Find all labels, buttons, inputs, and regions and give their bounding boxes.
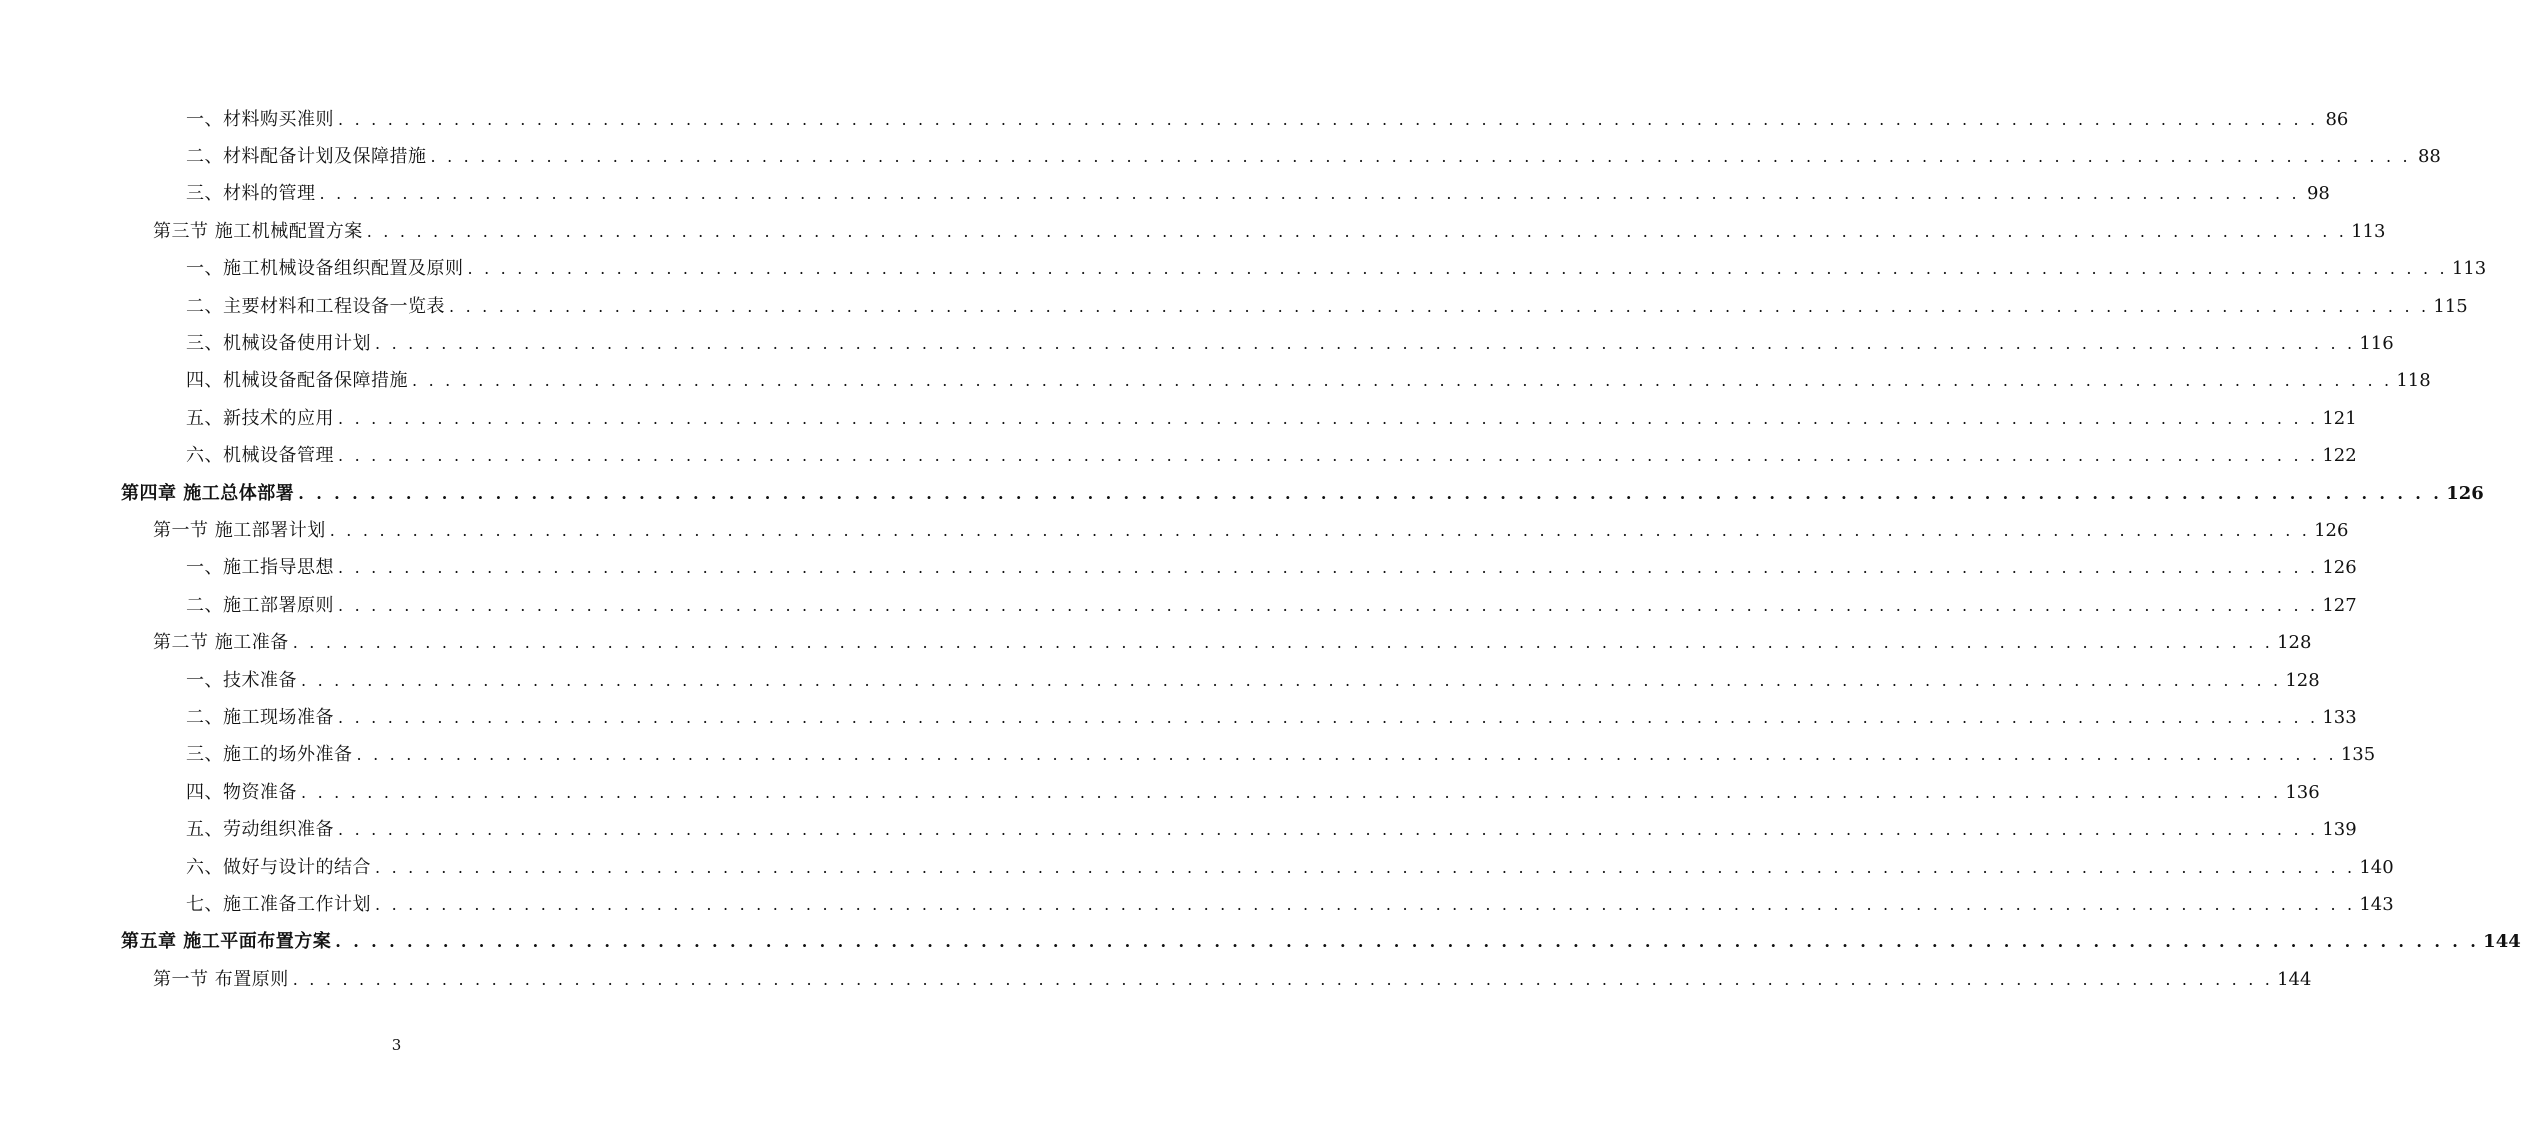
toc-entry-title: 六、做好与设计的结合 <box>186 856 371 878</box>
toc-subsection-entry[interactable] <box>0 363 2431 400</box>
toc-subsection-entry[interactable] <box>0 774 2320 811</box>
toc-entry-title: 二、材料配备计划及保障措施 <box>186 146 427 168</box>
table-of-contents <box>0 101 2521 998</box>
toc-dot-leader: . . . . . . . . . . . . . . . . . . . . . . . . . . . . . . . . . . . . . . . . . . . . . . . . . . . . . . . . . . . . . . . . . . . . . . . . . . . . . . . . . . . . . . . . . . . . . . . . . . . . . . . . . . . . . . . . . . . . . . . . <box>319 184 2300 204</box>
toc-entry-page: 127 <box>2322 594 2357 616</box>
toc-entry-title: 第二节 施工准备 <box>153 632 289 654</box>
toc-entry-page: 113 <box>2351 220 2386 242</box>
toc-dot-leader: . . . . . . . . . . . . . . . . . . . . . . . . . . . . . . . . . . . . . . . . . . . . . . . . . . . . . . . . . . . . . . . . . . . . . . . . . . . . . . . . . . . . . . . . . . . . . . . . . . . . . . . . . . . . . . . . . . . . . . . . <box>366 221 2348 241</box>
toc-subsection-entry[interactable] <box>0 699 2357 736</box>
toc-entry-title: 一、施工机械设备组织配置及原则 <box>186 258 464 280</box>
toc-entry-page: 118 <box>2396 370 2431 392</box>
toc-entry-page: 113 <box>2451 258 2487 280</box>
toc-entry-page: 144 <box>2483 931 2521 953</box>
toc-dot-leader: . . . . . . . . . . . . . . . . . . . . . . . . . . . . . . . . . . . . . . . . . . . . . . . . . . . . . . . . . . . . . . . . . . . . . . . . . . . . . . . . . . . . . . . . . . . . . . . . . . . . . . . . . . . . . . . . . . . . . . . . <box>375 857 2356 877</box>
toc-subsection-entry[interactable] <box>0 176 2330 213</box>
toc-dot-leader: . . . . . . . . . . . . . . . . . . . . . . . . . . . . . . . . . . . . . . . . . . . . . . . . . . . . . . . . . . . . . . . . . . . . . . . . . . . . . . . . . . . . . . . . . . . . . . . . . . . . . . . . . . . . . . . . . . . . . . . . <box>338 820 2319 840</box>
toc-entry-page: 126 <box>2314 519 2349 541</box>
toc-entry-page: 86 <box>2325 108 2349 130</box>
toc-entry-page: 135 <box>2340 744 2376 766</box>
toc-entry-title: 三、机械设备使用计划 <box>186 333 371 355</box>
toc-section-entry[interactable] <box>0 213 2386 250</box>
toc-section-entry[interactable] <box>0 624 2312 661</box>
toc-subsection-entry[interactable] <box>0 849 2394 886</box>
toc-chapter-entry[interactable] <box>0 924 2521 961</box>
toc-entry-title: 七、施工准备工作计划 <box>186 893 371 915</box>
toc-subsection-entry[interactable] <box>0 138 2441 175</box>
toc-section-entry[interactable] <box>0 961 2312 998</box>
toc-subsection-entry[interactable] <box>0 737 2376 774</box>
toc-dot-leader: . . . . . . . . . . . . . . . . . . . . . . . . . . . . . . . . . . . . . . . . . . . . . . . . . . . . . . . . . . . . . . . . . . . . . . . . . . . . . . . . . . . . . . . . . . . . . . . . . . . . . . . . . . . . . . . . . . . . . . . . <box>338 109 2319 129</box>
toc-entry-title: 四、机械设备配备保障措施 <box>186 370 408 392</box>
toc-dot-leader: . . . . . . . . . . . . . . . . . . . . . . . . . . . . . . . . . . . . . . . . . . . . . . . . . . . . . . . . . . . . . . . . . . . . . . . . . . . . . . . . . . . . . . . . . . . . . . . . . . . . . . . . . . . . . . . . . . . . . . . . <box>338 595 2319 615</box>
toc-subsection-entry[interactable] <box>0 400 2357 437</box>
toc-entry-title: 第一节 施工部署计划 <box>153 519 326 541</box>
toc-dot-leader: . . . . . . . . . . . . . . . . . . . . . . . . . . . . . . . . . . . . . . . . . . . . . . . . . . . . . . . . . . . . . . . . . . . . . . . . . . . . . . . . . . . . . . . . . . . . . . . . . . . . . . . . . . . . . . . . . . . . . . . . <box>292 969 2274 989</box>
toc-entry-page: 98 <box>2306 183 2330 205</box>
toc-entry-page: 122 <box>2322 445 2357 467</box>
toc-entry-title: 一、技术准备 <box>186 669 297 691</box>
toc-dot-leader: . . . . . . . . . . . . . . . . . . . . . . . . . . . . . . . . . . . . . . . . . . . . . . . . . . . . . . . . . . . . . . . . . . . . . . . . . . . . . . . . . . . . . . . . . . . . . . . . . . . . . . . . . . . . . . . . . . . . . . . . <box>375 334 2356 354</box>
toc-subsection-entry[interactable] <box>0 325 2394 362</box>
toc-chapter-entry[interactable] <box>0 475 2484 512</box>
toc-entry-page: 143 <box>2359 893 2394 915</box>
toc-dot-leader: . . . . . . . . . . . . . . . . . . . . . . . . . . . . . . . . . . . . . . . . . . . . . . . . . . . . . . . . . . . . . . . . . . . . . . . . . . . . . . . . . . . . . . . . . . . . . . . . . . . . . . . . . . . . . . . . . . . . . . . . <box>338 558 2319 578</box>
toc-dot-leader: . . . . . . . . . . . . . . . . . . . . . . . . . . . . . . . . . . . . . . . . . . . . . . . . . . . . . . . . . . . . . . . . . . . . . . . . . . . . . . . . . . . . . . . . . . . . . . . . . . . . . . . . . . . . . . . . . . . . . . . . <box>335 932 2480 952</box>
toc-subsection-entry[interactable] <box>0 251 2487 288</box>
toc-entry-title: 六、机械设备管理 <box>186 445 334 467</box>
toc-entry-page: 126 <box>2322 557 2357 579</box>
toc-dot-leader: . . . . . . . . . . . . . . . . . . . . . . . . . . . . . . . . . . . . . . . . . . . . . . . . . . . . . . . . . . . . . . . . . . . . . . . . . . . . . . . . . . . . . . . . . . . . . . . . . . . . . . . . . . . . . . . . . . . . . . . . <box>338 446 2319 466</box>
toc-entry-title: 第三节 施工机械配置方案 <box>153 220 363 242</box>
toc-subsection-entry[interactable] <box>0 587 2357 624</box>
toc-dot-leader: . . . . . . . . . . . . . . . . . . . . . . . . . . . . . . . . . . . . . . . . . . . . . . . . . . . . . . . . . . . . . . . . . . . . . . . . . . . . . . . . . . . . . . . . . . . . . . . . . . . . . . . . . . . . . . . . . . . . . . . . <box>356 745 2337 765</box>
toc-dot-leader: . . . . . . . . . . . . . . . . . . . . . . . . . . . . . . . . . . . . . . . . . . . . . . . . . . . . . . . . . . . . . . . . . . . . . . . . . . . . . . . . . . . . . . . . . . . . . . . . . . . . . . . . . . . . . . . . . . . . . . . . <box>298 483 2443 503</box>
toc-dot-leader: . . . . . . . . . . . . . . . . . . . . . . . . . . . . . . . . . . . . . . . . . . . . . . . . . . . . . . . . . . . . . . . . . . . . . . . . . . . . . . . . . . . . . . . . . . . . . . . . . . . . . . . . . . . . . . . . . . . . . . . . <box>301 782 2282 802</box>
toc-dot-leader: . . . . . . . . . . . . . . . . . . . . . . . . . . . . . . . . . . . . . . . . . . . . . . . . . . . . . . . . . . . . . . . . . . . . . . . . . . . . . . . . . . . . . . . . . . . . . . . . . . . . . . . . . . . . . . . . . . . . . . . . <box>301 670 2282 690</box>
toc-dot-leader: . . . . . . . . . . . . . . . . . . . . . . . . . . . . . . . . . . . . . . . . . . . . . . . . . . . . . . . . . . . . . . . . . . . . . . . . . . . . . . . . . . . . . . . . . . . . . . . . . . . . . . . . . . . . . . . . . . . . . . . . <box>338 707 2319 727</box>
toc-entry-page: 136 <box>2285 781 2320 803</box>
toc-entry-title: 二、主要材料和工程设备一览表 <box>186 295 445 317</box>
toc-entry-page: 128 <box>2277 632 2312 654</box>
toc-entry-title: 三、施工的场外准备 <box>186 744 353 766</box>
toc-dot-leader: . . . . . . . . . . . . . . . . . . . . . . . . . . . . . . . . . . . . . . . . . . . . . . . . . . . . . . . . . . . . . . . . . . . . . . . . . . . . . . . . . . . . . . . . . . . . . . . . . . . . . . . . . . . . . . . . . . . . . . . . <box>412 371 2393 391</box>
toc-entry-title: 四、物资准备 <box>186 781 297 803</box>
toc-entry-page: 140 <box>2359 856 2394 878</box>
toc-entry-page: 126 <box>2446 482 2484 504</box>
toc-entry-page: 121 <box>2322 407 2357 429</box>
toc-entry-title: 第四章 施工总体部署 <box>121 482 295 504</box>
toc-entry-title: 五、新技术的应用 <box>186 407 334 429</box>
toc-entry-title: 一、材料购买准则 <box>186 108 334 130</box>
toc-entry-page: 139 <box>2322 819 2357 841</box>
toc-dot-leader: . . . . . . . . . . . . . . . . . . . . . . . . . . . . . . . . . . . . . . . . . . . . . . . . . . . . . . . . . . . . . . . . . . . . . . . . . . . . . . . . . . . . . . . . . . . . . . . . . . . . . . . . . . . . . . . . . . . . . . . . <box>430 147 2411 167</box>
toc-section-entry[interactable] <box>0 512 2349 549</box>
toc-entry-page: 133 <box>2322 706 2357 728</box>
toc-entry-page: 144 <box>2277 968 2312 990</box>
toc-subsection-entry[interactable] <box>0 886 2394 923</box>
toc-subsection-entry[interactable] <box>0 438 2357 475</box>
toc-subsection-entry[interactable] <box>0 288 2468 325</box>
toc-entry-title: 第五章 施工平面布置方案 <box>121 931 332 953</box>
toc-entry-page: 128 <box>2285 669 2320 691</box>
toc-entry-page: 115 <box>2433 295 2468 317</box>
toc-dot-leader: . . . . . . . . . . . . . . . . . . . . . . . . . . . . . . . . . . . . . . . . . . . . . . . . . . . . . . . . . . . . . . . . . . . . . . . . . . . . . . . . . . . . . . . . . . . . . . . . . . . . . . . . . . . . . . . . . . . . . . . . <box>467 259 2448 279</box>
toc-entry-title: 五、劳动组织准备 <box>186 819 334 841</box>
toc-subsection-entry[interactable] <box>0 550 2357 587</box>
toc-entry-title: 二、施工部署原则 <box>186 594 334 616</box>
toc-dot-leader: . . . . . . . . . . . . . . . . . . . . . . . . . . . . . . . . . . . . . . . . . . . . . . . . . . . . . . . . . . . . . . . . . . . . . . . . . . . . . . . . . . . . . . . . . . . . . . . . . . . . . . . . . . . . . . . . . . . . . . . . <box>338 408 2319 428</box>
toc-entry-page: 88 <box>2417 146 2441 168</box>
toc-entry-title: 三、材料的管理 <box>186 183 316 205</box>
toc-dot-leader: . . . . . . . . . . . . . . . . . . . . . . . . . . . . . . . . . . . . . . . . . . . . . . . . . . . . . . . . . . . . . . . . . . . . . . . . . . . . . . . . . . . . . . . . . . . . . . . . . . . . . . . . . . . . . . . . . . . . . . . . <box>449 296 2430 316</box>
toc-entry-title: 第一节 布置原则 <box>153 968 289 990</box>
toc-dot-leader: . . . . . . . . . . . . . . . . . . . . . . . . . . . . . . . . . . . . . . . . . . . . . . . . . . . . . . . . . . . . . . . . . . . . . . . . . . . . . . . . . . . . . . . . . . . . . . . . . . . . . . . . . . . . . . . . . . . . . . . . <box>375 894 2356 914</box>
toc-subsection-entry[interactable] <box>0 101 2349 138</box>
toc-subsection-entry[interactable] <box>0 811 2357 848</box>
page-number: 3 <box>391 1036 402 1054</box>
toc-entry-page: 116 <box>2359 333 2394 355</box>
toc-dot-leader: . . . . . . . . . . . . . . . . . . . . . . . . . . . . . . . . . . . . . . . . . . . . . . . . . . . . . . . . . . . . . . . . . . . . . . . . . . . . . . . . . . . . . . . . . . . . . . . . . . . . . . . . . . . . . . . . . . . . . . . . <box>292 633 2274 653</box>
toc-dot-leader: . . . . . . . . . . . . . . . . . . . . . . . . . . . . . . . . . . . . . . . . . . . . . . . . . . . . . . . . . . . . . . . . . . . . . . . . . . . . . . . . . . . . . . . . . . . . . . . . . . . . . . . . . . . . . . . . . . . . . . . . <box>329 520 2311 540</box>
toc-entry-title: 一、施工指导思想 <box>186 557 334 579</box>
toc-subsection-entry[interactable] <box>0 662 2320 699</box>
toc-entry-title: 二、施工现场准备 <box>186 706 334 728</box>
